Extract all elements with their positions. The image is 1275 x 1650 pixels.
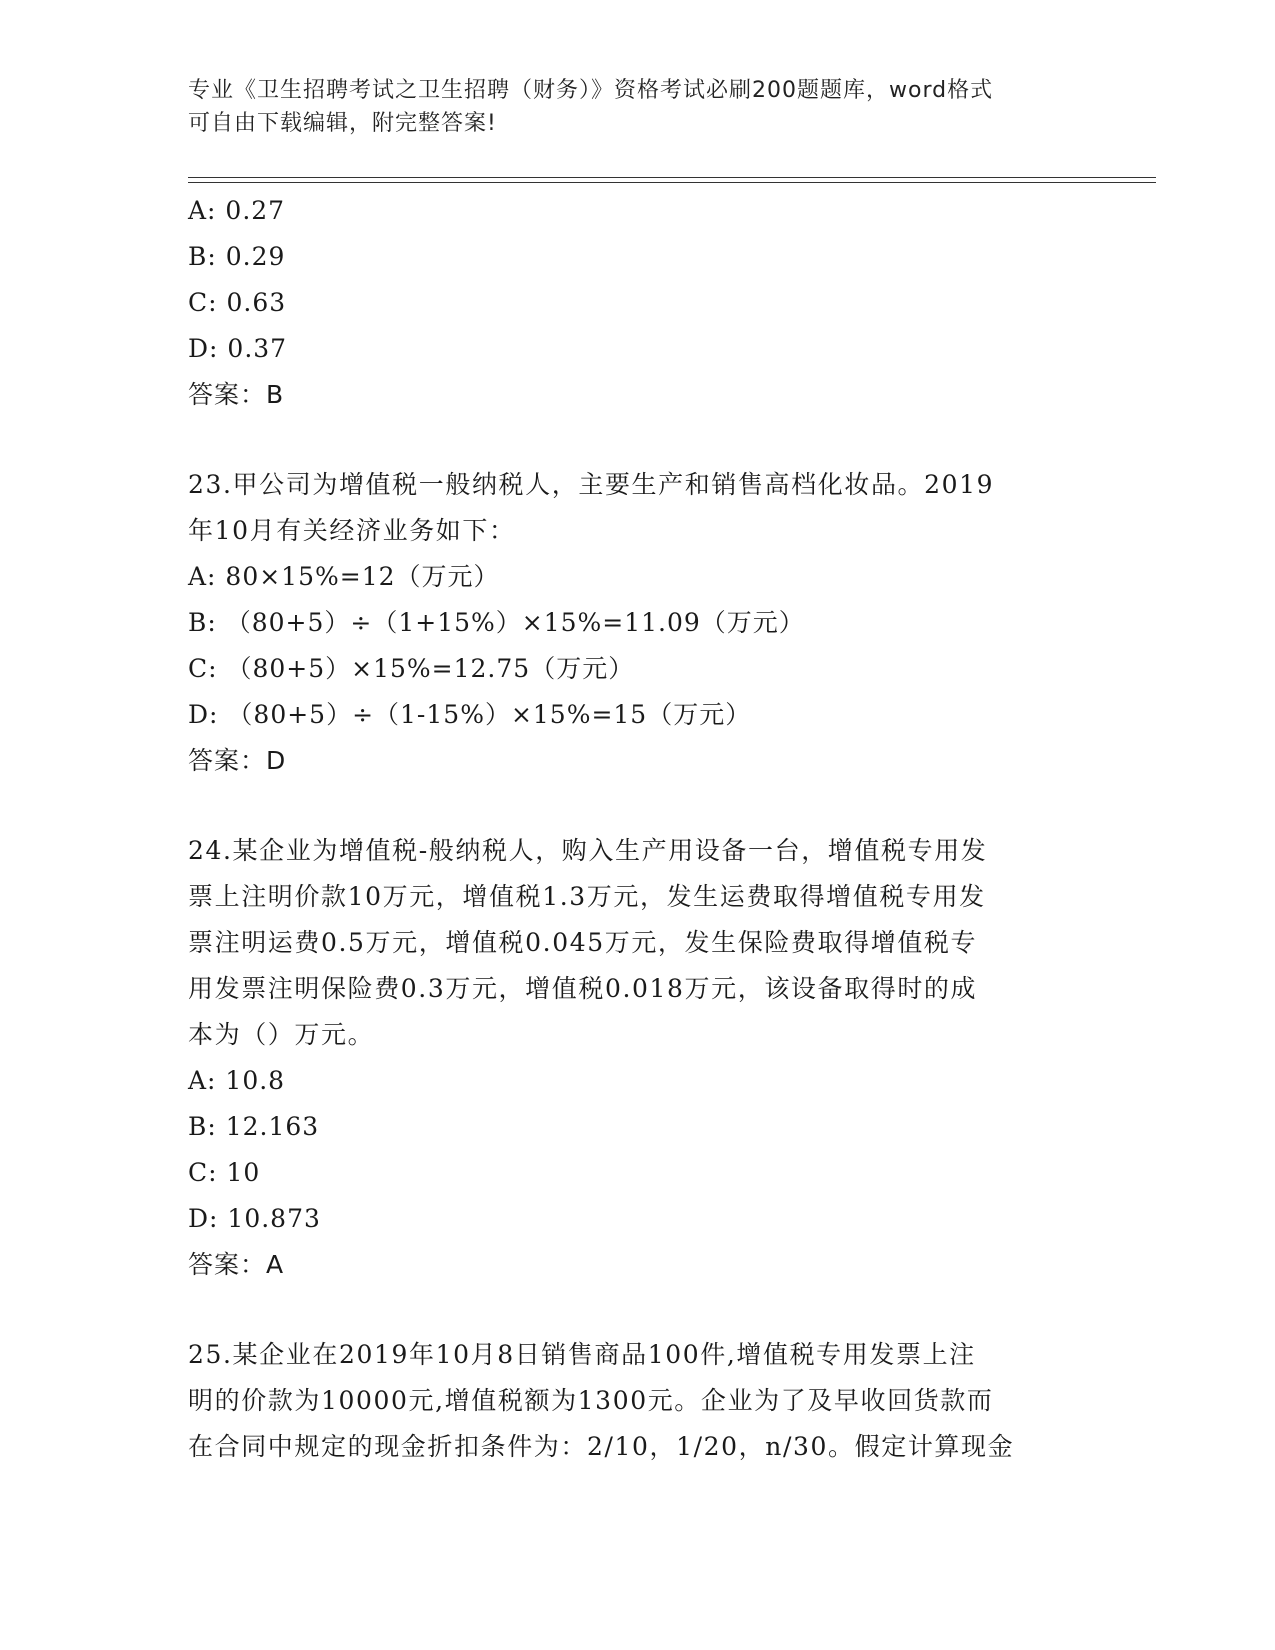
header-divider-top xyxy=(188,177,1156,178)
question-content xyxy=(188,188,1088,1470)
question-stem-line: 票上注明价款10万元，增值税1.3万元，发生运费取得增值税专用发 xyxy=(188,882,986,911)
option-b: B: 0.29 xyxy=(188,242,286,271)
question-stem-line: 在合同中规定的现金折扣条件为：2/10，1/20，n/30。假定计算现金 xyxy=(188,1432,1015,1461)
question-stem-line: 用发票注明保险费0.3万元，增值税0.018万元，该设备取得时的成 xyxy=(188,974,978,1003)
option-d: D: （80+5）÷（1-15%）×15%=15（万元） xyxy=(188,700,752,729)
question-stem-line: 年10月有关经济业务如下： xyxy=(188,516,516,545)
answer-line: 答案：A xyxy=(188,1250,285,1279)
option-a: A: 80×15%=12（万元） xyxy=(188,562,500,591)
option-c: C: （80+5）×15%=12.75（万元） xyxy=(188,654,635,683)
header-divider-bottom xyxy=(188,182,1156,183)
answer-line: 答案：D xyxy=(188,746,287,775)
option-c: C: 0.63 xyxy=(188,288,287,317)
question-23-block xyxy=(188,462,1088,784)
document-header xyxy=(188,74,1068,140)
question-stem-line: 票注明运费0.5万元，增值税0.045万元，发生保险费取得增值税专 xyxy=(188,928,978,957)
question-stem-line: 24.某企业为增值税-般纳税人，购入生产用设备一台，增值税专用发 xyxy=(188,836,988,865)
question-24-block xyxy=(188,828,1088,1288)
option-a: A: 10.8 xyxy=(188,1066,286,1095)
question-stem-line: 25.某企业在2019年10月8日销售商品100件,增值税专用发票上注 xyxy=(188,1340,976,1369)
option-b: B: （80+5）÷（1+15%）×15%=11.09（万元） xyxy=(188,608,805,637)
header-line-2: 可自由下载编辑，附完整答案! xyxy=(188,111,497,136)
option-d: D: 10.873 xyxy=(188,1204,321,1233)
option-d: D: 0.37 xyxy=(188,334,288,363)
question-22-block xyxy=(188,188,1088,418)
option-c: C: 10 xyxy=(188,1158,261,1187)
question-stem-line: 本为（）万元。 xyxy=(188,1020,375,1049)
question-stem-line: 23.甲公司为增值税一般纳税人，主要生产和销售高档化妆品。2019 xyxy=(188,470,995,499)
question-stem-line: 明的价款为10000元,增值税额为1300元。企业为了及早收回货款而 xyxy=(188,1386,994,1415)
option-b: B: 12.163 xyxy=(188,1112,320,1141)
answer-line: 答案：B xyxy=(188,380,285,409)
option-a: A: 0.27 xyxy=(188,196,286,225)
header-line-1: 专业《卫生招聘考试之卫生招聘（财务）》资格考试必刷200题题库，word格式 xyxy=(188,78,994,103)
question-25-block xyxy=(188,1332,1088,1470)
